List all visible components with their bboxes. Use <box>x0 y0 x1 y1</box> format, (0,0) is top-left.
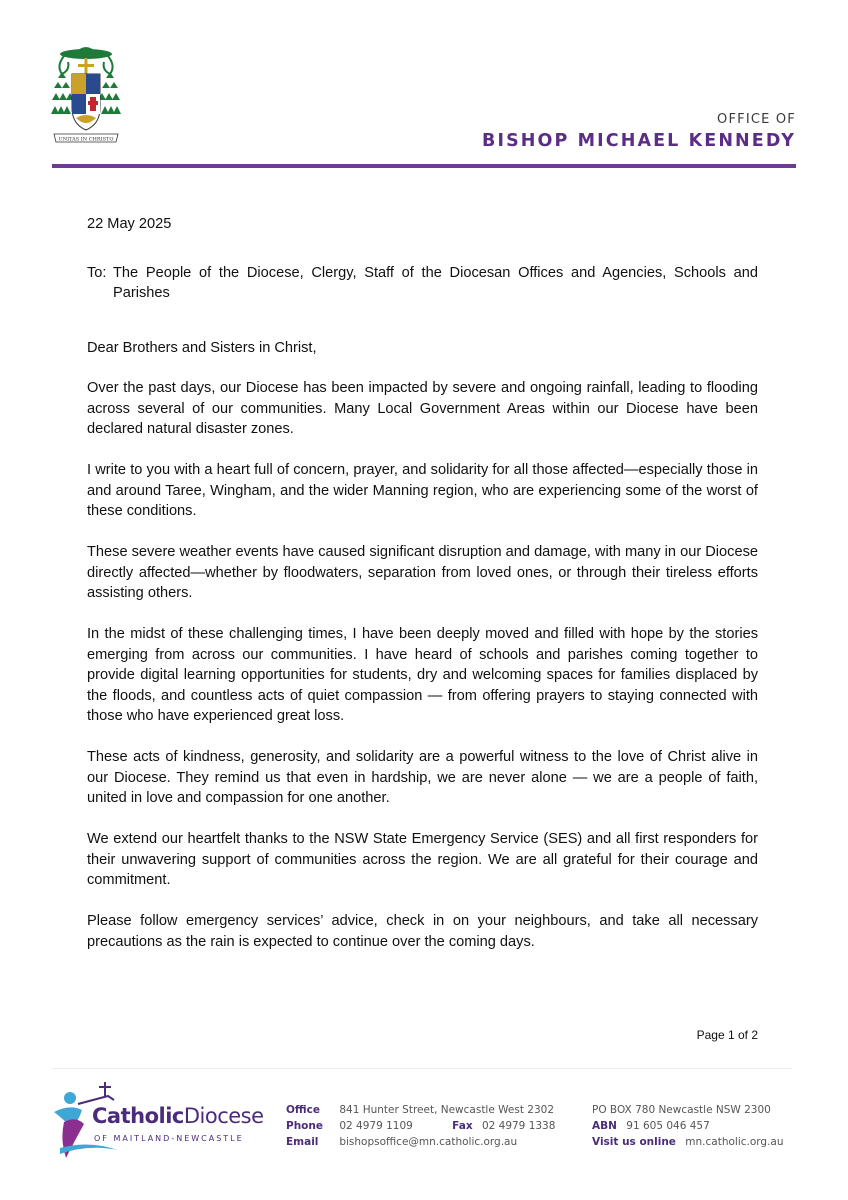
footer-divider <box>52 1068 792 1069</box>
phone-number[interactable]: 02 4979 1109 <box>339 1120 413 1132</box>
header-divider <box>52 164 796 168</box>
office-of-label: OFFICE OF <box>717 112 796 127</box>
abn-row <box>592 1118 784 1134</box>
letter-date: 22 May 2025 <box>87 216 172 232</box>
office-label: Office <box>286 1104 320 1116</box>
paragraph: We extend our heartfelt thanks to the NSW State Emergency Service (SES) and all first responders for their unwavering support of communities across the region. We are all grateful for their courage and commitment. <box>87 831 758 888</box>
office-address: 841 Hunter Street, Newcastle West 2302 <box>339 1104 555 1116</box>
page-number: Page 1 of 2 <box>696 1028 758 1042</box>
visit-label: Visit us online <box>592 1136 676 1148</box>
paragraph: These acts of kindness, generosity, and solidarity are a powerful witness to the love of Christ alive in our Diocese. They remind us that even in hardship, we are never alone — we are a people of faith, united in love and compassion for one another. <box>87 749 758 806</box>
contact-details-left <box>286 1102 555 1150</box>
po-box: PO BOX 780 Newcastle NSW 2300 <box>592 1104 771 1116</box>
paragraph: Please follow emergency services’ advice, check in on your neighbours, and take all necessary precautions as the rain is expected to continue over the coming days. <box>87 913 758 950</box>
diocese-logo-subtitle: OF MAITLAND-NEWCASTLE <box>94 1134 244 1143</box>
phone-row <box>286 1118 555 1134</box>
email-label: Email <box>286 1136 319 1148</box>
addressee <box>87 263 758 304</box>
salutation: Dear Brothers and Sisters in Christ, <box>87 339 317 356</box>
contact-details-right <box>592 1102 784 1150</box>
phone-label: Phone <box>286 1120 323 1132</box>
paragraph: In the midst of these challenging times, I have been deeply moved and filled with hope by the stories emerging from across our communities. I have heard of schools and parishes coming together to provide digital learning opportunities for students, dry and welcoming spaces for families displaced by the floods, and countless acts of quiet compassion — from offering prayers to staying connected with those who have experienced great loss. <box>87 626 758 724</box>
website-link[interactable]: mn.catholic.org.au <box>685 1136 784 1148</box>
website-row <box>592 1134 784 1150</box>
paragraph: I write to you with a heart full of concern, prayer, and solidarity for all those affected—especially those in and around Taree, Wingham, and the wider Manning region, who are experiencing some of the worst of these conditions. <box>87 462 758 519</box>
abn-number: 91 605 046 457 <box>626 1120 710 1132</box>
coat-of-arms-icon <box>50 42 122 154</box>
addressee-text: The People of the Diocese, Clergy, Staff of the Diocesan Offices and Agencies, Schools and Parishes <box>113 264 758 301</box>
email-row <box>286 1134 555 1150</box>
email-link[interactable]: bishopsoffice@mn.catholic.org.au <box>339 1136 518 1148</box>
to-label: To: <box>87 264 107 281</box>
office-row <box>286 1102 555 1118</box>
bishop-name: BISHOP MICHAEL KENNEDY <box>482 131 796 151</box>
svg-text:UNITAS IN CHRISTO: UNITAS IN CHRISTO <box>58 136 114 143</box>
paragraph: These severe weather events have caused significant disruption and damage, with many in our Diocese directly affected—whether by floodwaters, separation from loved ones, or through their tireless efforts assisting others. <box>87 544 758 601</box>
letter-body <box>87 214 758 973</box>
paragraph: Over the past days, our Diocese has been impacted by severe and ongoing rainfall, leading to flooding across several of our communities. Many Local Government Areas within our Diocese have been declared natural disaster zones. <box>87 380 758 437</box>
letterhead-title <box>482 112 796 153</box>
abn-label: ABN <box>592 1120 617 1132</box>
fax-number: 02 4979 1338 <box>481 1120 556 1132</box>
fax-label: Fax <box>452 1120 473 1132</box>
diocese-logo-wordmark: CatholicDiocese <box>92 1104 264 1128</box>
